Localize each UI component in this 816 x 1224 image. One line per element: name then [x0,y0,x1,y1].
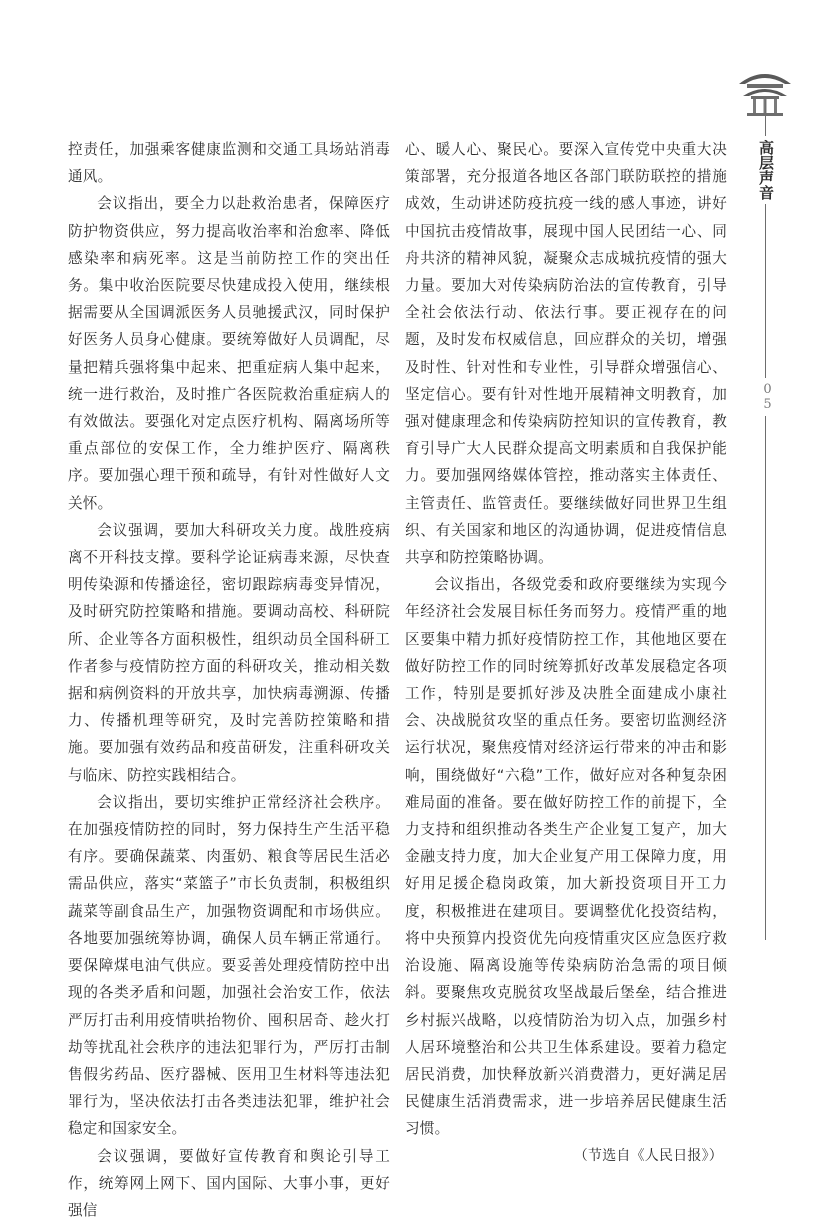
paragraph: 会议强调，要加大科研攻关力度。战胜疫病离不开科技支撑。要科学论证病毒来源，尽快查明传染源和传播途径，密切跟踪病毒变异情况，及时研究防控策略和措施。要调动高校、科研院所、企业等各方面积极性，组织动员全国科研工作者参与疫情防控方面的科研攻关，推动相关数据和病例资料的开放共享，加快病毒溯源、传播力、传播机理等研究，及时完善防控策略和措施。要加强有效药品和疫苗研发，注重科研攻关与临床、防控实践相结合。 [68,521,390,784]
paragraph: 会议指出，要切实维护正常经济社会秩序。在加强疫情防控的同时，努力保持生产生活平稳有序。要确保蔬菜、肉蛋奶、粮食等居民生活必需品供应，落实“菜篮子”市长负责制，积极组织蔬菜等副食品生产，加强物资调配和市场供应。各地要加强统筹协调，确保人员车辆正常通行。要保障煤电油气供应。要妥善处理疫情防控中出现的各类矛盾和问题，加强社会治安工作，依法严厉打击利用疫情哄抬物价、囤积居奇、趁火打劫等扰乱社会秩序的违法犯罪行为，严厉打击制售假劣药品、医疗器械、医用卫生材料等违法犯罪行为，坚决依法打击各类违法犯罪，维护社会稳定和国家安全。 [68,793,390,1138]
vertical-rule [765,100,766,940]
left-column [68,136,390,1224]
paragraph: 会议强调，要做好宣传教育和舆论引导工作，统筹网上网下、国内国际、大事小事，更好强信 [68,1147,390,1219]
paragraph: 会议指出，要全力以赴救治患者，保障医疗防护物资供应，努力提高收治率和治愈率、降低感染率和病死率。这是当前防控工作的突出任务。集中收治医院要尽快建成投入使用，继续根据需要从全国调派医务人员驰援武汉，同时保护好医务人员身心健康。要统筹做好人员调配，尽量把精兵强将集中起来、把重症病人集中起来，统一进行救治，及时推广各医院救治重症病人的有效做法。要强化对定点医疗机构、隔离场所等重点部位的安保工作，全力维护医疗、隔离秩序。要加强心理干预和疏导，有针对性做好人文关怀。 [68,195,390,512]
sidebar-header [735,60,795,940]
section-label: 高层声音 [757,136,775,204]
paragraph: 会议指出，各级党委和政府要继续为实现今年经济社会发展目标任务而努力。疫情严重的地区要集中精力抓好疫情防控工作，其他地区要在做好防控工作的同时统筹抓好改革发展稳定各项工作，特别是要抓好涉及决胜全面建成小康社会、决战脱贫攻坚的重点任务。要密切监测经济运行状况，聚焦疫情对经济运行带来的冲击和影响，围绕做好“六稳”工作，做好应对各种复杂困难局面的准备。要在做好防控工作的前提下，全力支持和组织推动各类生产企业复工复产，加大金融支持力度，加大企业复产用工保障力度，用好用足援企稳岗政策，加大新投资项目开工力度，积极推进在建项目。要调整优化投资结构，将中央预算内投资优先向疫情重灾区应急医疗救治设施、隔离设施等传染病防治急需的项目倾斜。要聚焦攻克脱贫攻坚战最后堡垒，结合推进乡村振兴战略，以疫情防治为切入点，加强乡村人居环境整治和公共卫生体系建设。要着力稳定居民消费，加快释放新兴消费潜力，更好满足居民健康生活消费需求，进一步培养居民健康生活习惯。 [405,576,727,1138]
source-note: （节选自《人民日报》） [573,1147,723,1164]
page-number: 05 [755,378,775,416]
right-column [405,136,727,1170]
paragraph: 控责任，加强乘客健康监测和交通工具场站消毒通风。 [68,141,390,186]
paragraph: 心、暖人心、聚民心。要深入宣传党中央重大决策部署，充分报道各地区各部门联防联控的措施成效，生动讲述防疫抗疫一线的感人事迹，讲好中国抗击疫情故事，展现中国人民团结一心、同舟共济的精神风貌，凝聚众志成城抗疫情的强大力量。要加大对传染病防治法的宣传教育，引导全社会依法行动、依法行事。要正视存在的问题，及时发布权威信息，回应群众的关切，增强及时性、针对性和专业性，引导群众增强信心、坚定信心。要有针对性地开展精神文明教育，加强对健康理念和传染病防控知识的宣传教育，教育引导广大人民群众提高文明素质和自我保护能力。要加强网络媒体管控，推动落实主体责任、主管责任、监管责任。要继续做好同世界卫生组织、有关国家和地区的沟通协调，促进疫情信息共享和防控策略协调。 [405,141,727,567]
